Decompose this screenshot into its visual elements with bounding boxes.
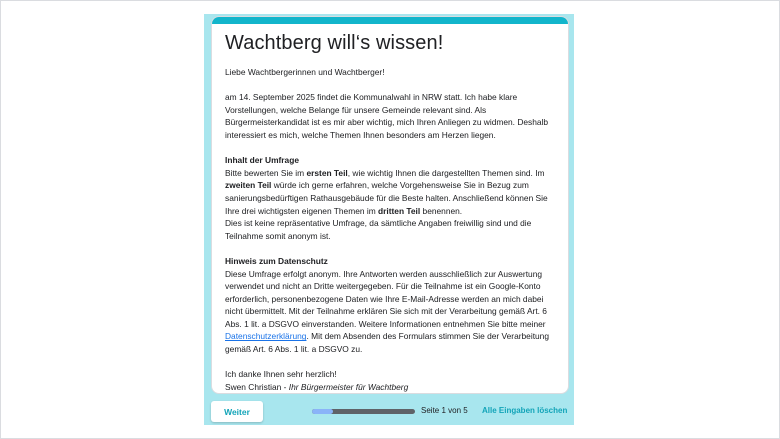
progress-bar [312,409,415,414]
thanks-text: Ich danke Ihnen sehr herzlich! [225,369,337,380]
clear-form-button[interactable]: Alle Eingaben löschen [482,406,568,415]
spacer [225,79,559,92]
spacer [225,242,559,255]
signature: Swen Christian - Ihr Bürgermeister für Wachtberg [225,381,409,392]
next-button[interactable]: Weiter [211,401,263,422]
survey-note: Dies ist keine repräsentative Umfrage, da sämtliche Angaben freiwillig sind und die Teilnahme somit anonym ist. [225,218,532,241]
intro-text: am 14. September 2025 findet die Kommunalwahl in NRW statt. Ich habe klare Vorstellungen, welche Belange für unsere Gemeinde relevant sind. Als Bürgermeisterkandidat ist es mir aber wichtig, mich Ihren Anliegen zu widmen. Deshalb interessiert es mich, welche Themen Ihnen besonders am Herzen liegen. [225,92,549,140]
form-description [225,66,559,393]
spacer [225,142,559,155]
privacy-text: Diese Umfrage erfolgt anonym. Ihre Antworten werden ausschließlich zur Auswertung verwendet und nicht an Dritte weitergegeben. Für die Teilnahme ist ein Google-Konto erforderlich, personenbezogene Daten wie Ihre E-Mail-Adresse werden an mich dabei nicht übermittelt. Mit der Teilnahme erklären Sie sich mit der Verarbeitung gemäß Art. 6 Abs. 1 lit. a DSGVO einverstanden. Weitere Informationen entnehmen Sie bitte meiner Datenschutzerklärung. Mit dem Absenden des Formulars stimmen Sie der Verarbeitung gemäß Art. 6 Abs. 1 lit. a DSGVO zu. [225,268,549,355]
progress-bar-fill [312,409,333,414]
survey-heading: Inhalt der Umfrage [225,155,299,166]
greeting-text: Liebe Wachtbergerinnen und Wachtberger! [225,67,385,77]
card-accent-bar [212,17,568,24]
privacy-policy-link[interactable]: Datenschutzerklärung [225,331,307,342]
survey-text: Bitte bewerten Sie im ersten Teil, wie wichtig Ihnen die dargestellten Themen sind. Im zweiten Teil würde ich gerne erfahren, welche Vorgehensweise Sie in Bezug zum sanierungsbedürftigen Rathausgebäude für die Beste halten. Anschließend können Sie Ihre drei wichtigsten eigenen Themen im dritten Teil benennen. [225,167,548,216]
page-indicator: Seite 1 von 5 [421,406,468,415]
form-footer [204,398,574,425]
spacer [225,356,559,369]
form-header-card [211,16,569,394]
card-body [225,31,559,393]
form-title: Wachtberg will‘s wissen! [225,32,444,54]
privacy-heading: Hinweis zum Datenschutz [225,255,328,266]
